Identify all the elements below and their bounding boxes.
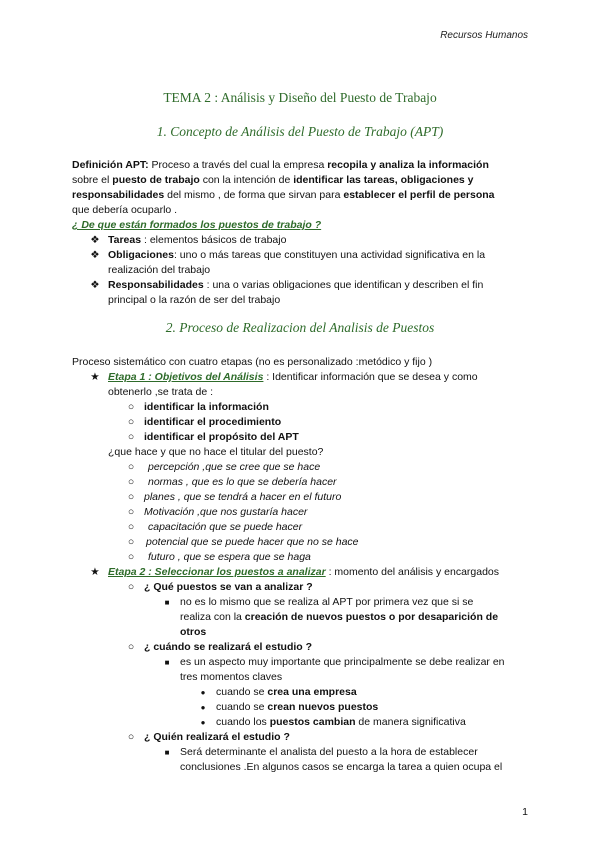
q3-line-1: Será determinante el analista del puesto a la hora de establecer (180, 746, 478, 758)
circle-bullet-icon: ○ (127, 416, 135, 428)
etapa1-italic-item: capacitación que se puede hacer (148, 521, 303, 533)
etapa1-item: identificar la información (144, 401, 269, 413)
etapa1-question: ¿que hace y que no hace el titular del puesto? (108, 446, 324, 458)
item-responsabilidades-cont: principal o la razón de ser del trabajo (108, 294, 281, 306)
etapa1-italic-item: percepción ,que se cree que se hace (148, 461, 321, 473)
etapa1-italic-item: potencial que se puede hacer que no se hace (146, 536, 359, 548)
circle-bullet-icon: ○ (127, 641, 135, 653)
definition-line-1: Definición APT: Proceso a través del cual la empresa recopila y analiza la información (72, 159, 489, 171)
q2-line-2: tres momentos claves (180, 671, 283, 683)
item-tareas: Tareas : elementos básicos de trabajo (108, 234, 287, 246)
q2-sub-item: cuando los puestos cambian de manera significativa (216, 716, 466, 728)
q1-line-2: realiza con la creación de nuevos puestos o por desaparición de (180, 611, 499, 623)
q3-heading: ¿ Quién realizará el estudio ? (144, 731, 290, 743)
q2-line-1: es un aspecto muy importante que principalmente se debe realizar en (180, 656, 505, 668)
star-bullet-icon: ★ (90, 566, 100, 578)
square-bullet-icon: ■ (164, 598, 170, 607)
circle-bullet-icon: ○ (127, 401, 135, 413)
q3-line-2: conclusiones .En algunos casos se encarga la tarea a quien ocupa el (180, 761, 503, 773)
etapa1-italic-item: Motivación ,que nos gustaría hacer (144, 506, 308, 518)
dot-bullet-icon: ● (200, 718, 206, 727)
etapa1-line: Etapa 1 : Objetivos del Análisis : Identificar información que se desea y como (108, 371, 478, 383)
page-title: TEMA 2 : Análisis y Diseño del Puesto de Trabajo (163, 90, 437, 105)
star-bullet-icon: ★ (90, 371, 100, 383)
etapa1-italic-item: normas , que es lo que se debería hacer (148, 476, 337, 488)
q1-heading: ¿ Qué puestos se van a analizar ? (144, 581, 313, 593)
etapa1-cont: obtenerlo ,se trata de : (108, 386, 214, 398)
circle-bullet-icon: ○ (127, 461, 135, 473)
item-obligaciones-cont: realización del trabajo (108, 264, 211, 276)
etapa1-italic-item: planes , que se tendrá a hacer en el futuro (144, 491, 342, 503)
dot-bullet-icon: ● (200, 688, 206, 697)
etapa1-italic-item: futuro , que se espera que se haga (148, 551, 311, 563)
diamond-bullet-icon: ❖ (90, 279, 100, 291)
square-bullet-icon: ■ (164, 658, 170, 667)
section2-intro: Proceso sistemático con cuatro etapas (no es personalizado :metódico y fijo ) (72, 356, 433, 368)
diamond-bullet-icon: ❖ (90, 234, 100, 246)
circle-bullet-icon: ○ (127, 581, 135, 593)
circle-bullet-icon: ○ (127, 431, 135, 443)
etapa1-item: identificar el procedimiento (144, 416, 282, 428)
item-responsabilidades: Responsabilidades : una o varias obligaciones que identifican y describen el fin (108, 279, 484, 291)
components-question: ¿ De que están formados los puestos de trabajo ? (72, 219, 322, 231)
square-bullet-icon: ■ (164, 748, 170, 757)
circle-bullet-icon: ○ (127, 506, 135, 518)
definition-line-2: sobre el puesto de trabajo con la intención de identificar las tareas, obligaciones y (72, 174, 474, 186)
section1-heading: 1. Concepto de Análisis del Puesto de Trabajo (APT) (156, 124, 444, 139)
q1-line-1: no es lo mismo que se realiza al APT por primera vez que si se (180, 596, 474, 608)
q2-heading: ¿ cuándo se realizará el estudio ? (144, 641, 313, 653)
q2-sub-item: cuando se crean nuevos puestos (216, 701, 379, 713)
circle-bullet-icon: ○ (127, 536, 135, 548)
etapa2-line: Etapa 2 : Seleccionar los puestos a analizar : momento del análisis y encargados (108, 566, 500, 578)
dot-bullet-icon: ● (200, 703, 206, 712)
page-number: 1 (522, 806, 528, 818)
q1-line-3: otros (180, 626, 207, 638)
diamond-bullet-icon: ❖ (90, 249, 100, 261)
definition-line-3: responsabilidades del mismo , de forma que sirvan para establecer el perfil de persona (72, 189, 495, 201)
circle-bullet-icon: ○ (127, 476, 135, 488)
running-header: Recursos Humanos (440, 30, 528, 41)
definition-line-4: que debería ocuparlo . (72, 204, 178, 216)
circle-bullet-icon: ○ (127, 551, 135, 563)
circle-bullet-icon: ○ (127, 521, 135, 533)
etapa1-item: identificar el propósito del APT (144, 431, 299, 443)
circle-bullet-icon: ○ (127, 491, 135, 503)
q2-sub-item: cuando se crea una empresa (216, 686, 357, 698)
section2-heading: 2. Proceso de Realizacion del Analisis de Puestos (165, 320, 435, 335)
circle-bullet-icon: ○ (127, 731, 135, 743)
item-obligaciones: Obligaciones: uno o más tareas que constituyen una actividad significativa en la (108, 249, 486, 261)
